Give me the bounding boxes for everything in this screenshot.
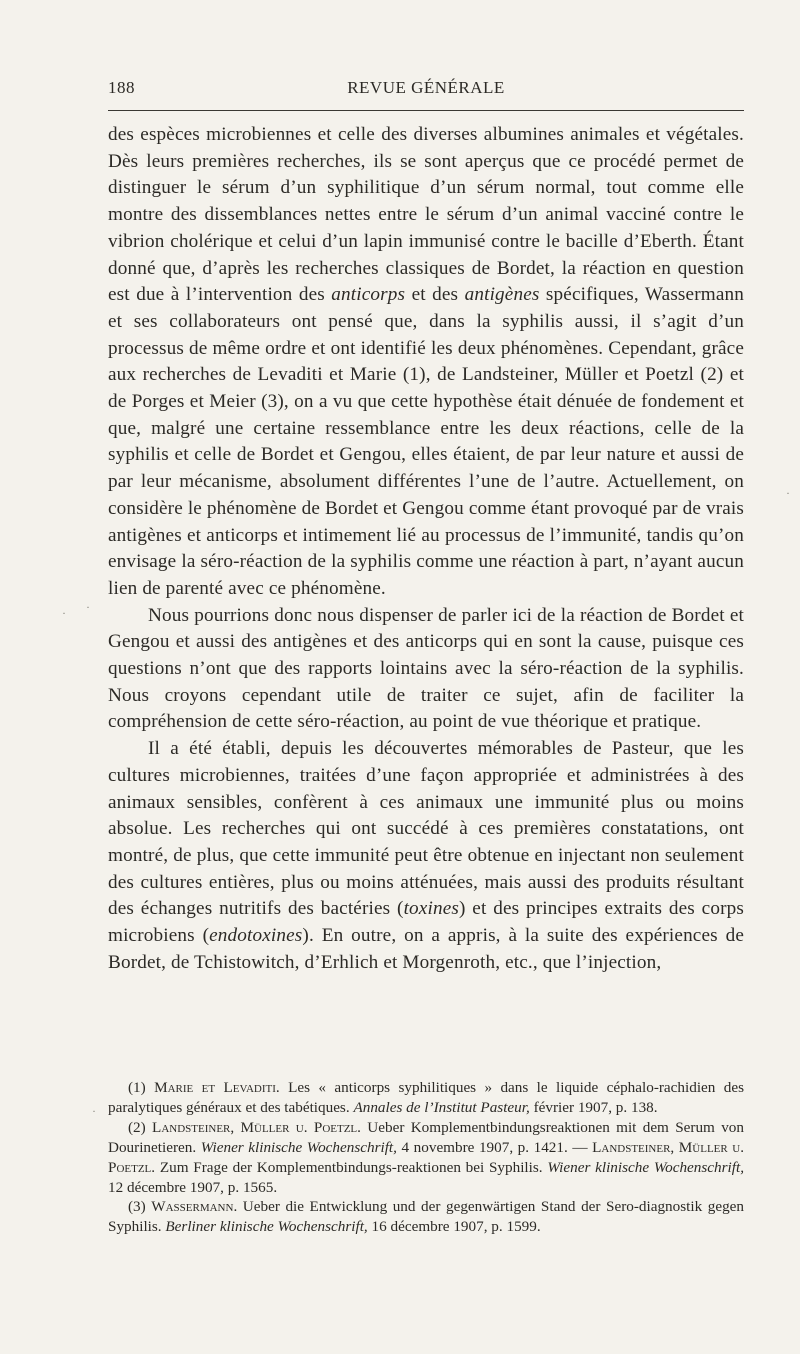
print-speck: · — [62, 606, 66, 620]
text-run: des espèces microbiennes et celle des diverses albumines animales et végétales. Dès leurs premières recherches, ils se sont aperçus que ce procédé permet de distinguer le sérum d’un syphilitique d’un sérum normal, tout comme elle montre des dissemblances nettes entre le sérum d’un animal vacciné contre le vibrion cholérique et celui d’un lapin immunisé contre le bacille d’Eberth. Étant donné que, d’après les recherches classiques de Bordet, la réaction en question est due à l’intervention des — [108, 124, 744, 306]
body-text — [108, 122, 744, 977]
footnote-journal: Berliner klinische Wochenschrift, — [165, 1218, 368, 1236]
text-run: Il a été établi, depuis les découvertes mémorables de Pasteur, que les cultures microbiennes, traitées d’une façon appropriée et administrées à des animaux sensibles, confèrent à ces animaux une immunité plus ou moins absolue. Les recherches qui ont succédé à ces premières constatations, ont montré, de plus, que cette immunité peut être obtenue en injectant non seulement des cultures entières, plus ou moins atténuées, mais aussi des produits résultant des échanges nutritifs des bactéries ( — [108, 738, 744, 920]
footnote-authors: Wassermann. — [151, 1198, 238, 1216]
footnote-journal: Annales de l’Institut Pasteur, — [353, 1098, 530, 1116]
paragraph-1 — [108, 122, 744, 603]
italic-term: toxines — [403, 898, 459, 920]
footnote-tail: 12 décembre 1907, p. 1565. — [108, 1178, 278, 1196]
footnote-authors: Landsteiner, Müller u. Poetzl. — [152, 1118, 361, 1136]
header-rule — [108, 110, 744, 111]
footnote-number: (2) — [128, 1118, 153, 1136]
text-run: et des — [405, 284, 465, 306]
print-speck: · — [92, 1104, 96, 1118]
footnote-journal: Wiener klinische Wochenschrift, — [547, 1158, 744, 1176]
print-speck: · — [786, 486, 790, 500]
footnote-authors: Marie et Levaditi. — [154, 1079, 280, 1096]
footnote-number: (1) — [128, 1079, 155, 1096]
footnote-2 — [108, 1118, 744, 1198]
footnote-number: (3) — [128, 1198, 152, 1216]
italic-term: antigènes — [464, 284, 540, 306]
footnotes — [108, 1078, 744, 1237]
footnote-1 — [108, 1078, 744, 1118]
footnote-text: Zum Frage der Komplementbindungs-reaktionen bei Syphilis. — [155, 1158, 548, 1176]
text-run: ). En outre, on a appris, à la suite des expériences de Bordet, de Tchistowitch, d’Erhlich et Morgenroth, etc., que l’injection, — [108, 925, 744, 973]
paragraph-2: Nous pourrions donc nous dispenser de parler ici de la réaction de Bordet et Gengou et aussi des antigènes et des anticorps qui en sont la cause, puisque ces questions n’ont que des rapports lointains avec la séro-réaction de la syphilis. Nous croyons cependant utile de traiter ce sujet, afin de faciliter la compréhension de cette séro-réaction, au point de vue théorique et pratique. — [108, 604, 744, 733]
footnote-tail: 16 décembre 1907, p. 1599. — [367, 1218, 541, 1236]
print-speck: · — [86, 600, 90, 614]
footnote-text: Les « anticorps syphilitiques » dans le liquide céphalo-rachidien des paralytiques généraux et des tabétiques. — [108, 1079, 745, 1116]
text-run: spécifiques, Wassermann et ses collaborateurs ont pensé que, dans la syphilis aussi, il s’agit d’un processus de même ordre et ont identifié les deux phénomènes. Cependant, grâce aux recherches de Levaditi et Marie (1), de Landsteiner, Müller et Poetzl (2) et de Porges et Meier (3), on a vu que cette hypothèse était dénuée de fondement et que, malgré une certaine ressemblance entre les deux réactions, celle de la syphilis et celle de Bordet et Gengou, elles étaient, de par leur nature et aussi de par leur mécanisme, absolument différentes l’une de l’autre. Actuellement, on considère le phénomène de Bordet et Gengou comme étant provoqué par de vrais antigènes et anticorps et intimement lié au processus de l’immunité, tandis qu’on envisage la séro-réaction de la syphilis comme une réaction à part, n’ayant aucun lien de parenté avec ce phénomène. — [108, 284, 744, 599]
footnote-text: Ueber Komplementbindungsreaktionen mit dem Serum von Dourinetieren. — [108, 1118, 744, 1156]
italic-term: anticorps — [331, 284, 406, 306]
italic-term: endotoxines — [209, 925, 303, 947]
text-run: ) et des principes extraits des corps microbiens ( — [108, 898, 744, 947]
page-number: 188 — [108, 78, 135, 97]
footnote-3 — [108, 1197, 744, 1237]
footnote-text: Ueber die Entwicklung und der gegenwärtigen Stand der Sero-diagnostik gegen Syphilis. — [108, 1198, 744, 1236]
page-header — [108, 74, 744, 104]
footnote-tail: 4 novembre 1907, p. 1421. — — [396, 1138, 593, 1156]
footnote-journal: Wiener klinische Wochenschrift, — [200, 1138, 397, 1156]
running-title: REVUE GÉNÉRALE — [347, 78, 505, 97]
footnote-authors: Landsteiner, Müller u. Poetzl. — [108, 1138, 745, 1176]
footnote-tail: février 1907, p. 138. — [529, 1098, 658, 1116]
paragraph-3 — [108, 736, 744, 976]
